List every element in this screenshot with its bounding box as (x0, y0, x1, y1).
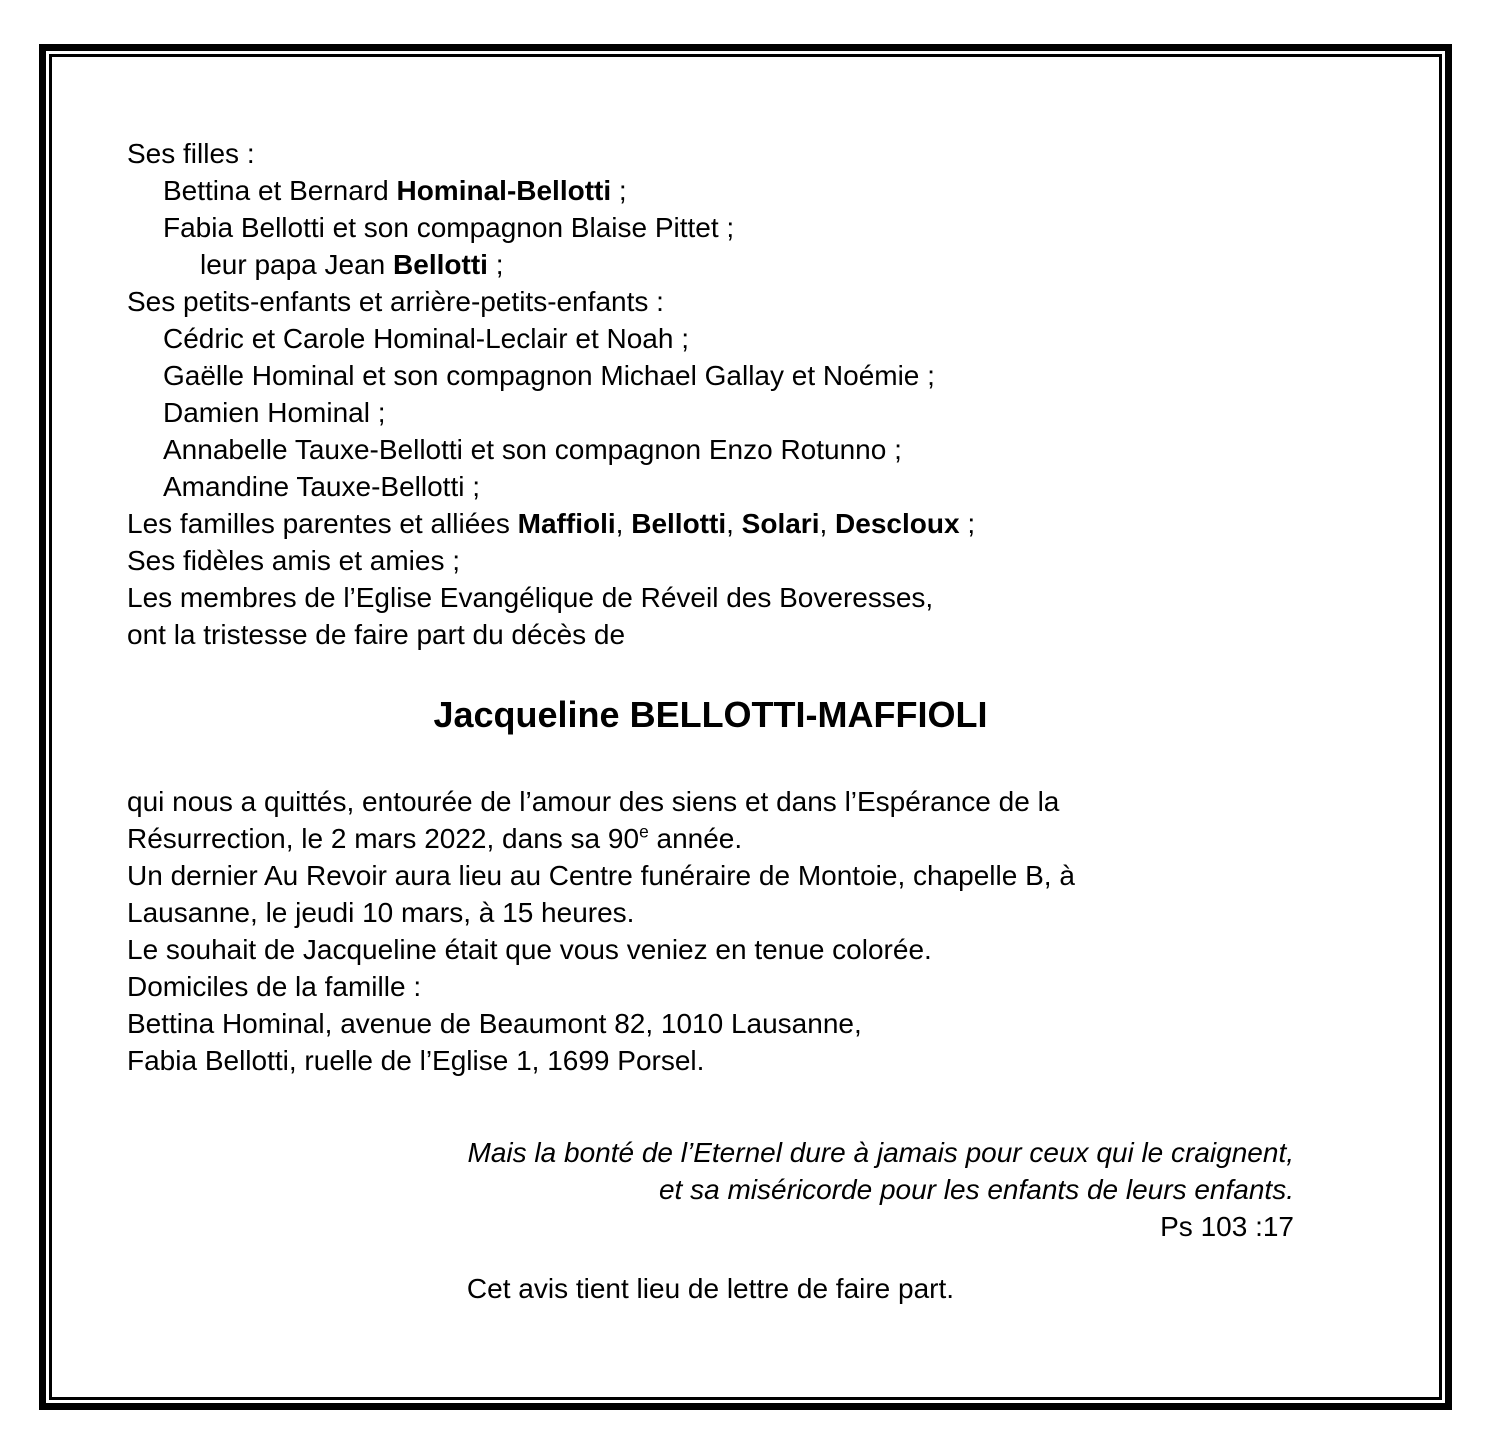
quote-line (127, 1134, 1294, 1171)
text-segment: Descloux (835, 508, 960, 539)
family-line (127, 209, 1294, 246)
text-segment: Amandine Tauxe-Bellotti ; (163, 471, 480, 502)
text-segment: année. (648, 823, 743, 854)
family-line (127, 505, 1294, 542)
deceased-name: Jacqueline BELLOTTI-MAFFIOLI (433, 694, 988, 735)
details-line (127, 857, 1294, 894)
text-segment: Fabia Bellotti et son compagnon Blaise Pittet ; (163, 212, 735, 243)
text-segment: ont la tristesse de faire part du décès de (127, 619, 626, 650)
text-segment: Ses filles : (127, 138, 255, 169)
family-line (127, 320, 1294, 357)
details-line (127, 820, 1294, 857)
family-line (127, 616, 1294, 653)
text-segment: ; (611, 175, 627, 206)
text-segment: Bettina et Bernard (163, 175, 397, 206)
text-segment: Mais la bonté de l’Eternel dure à jamais pour ceux qui le craignent, (467, 1137, 1294, 1168)
family-line (127, 394, 1294, 431)
text-segment: , (615, 508, 632, 539)
announcement-content (127, 135, 1294, 1307)
text-segment: Bellotti (393, 249, 488, 280)
text-segment: Un dernier Au Revoir aura lieu au Centre funéraire de Montoie, chapelle B, à (127, 860, 1075, 891)
text-segment: , (819, 508, 836, 539)
text-segment: Bellotti (631, 508, 727, 539)
text-segment: Bettina Hominal, avenue de Beaumont 82, 1010 Lausanne, (127, 1008, 862, 1039)
funeral-details (127, 783, 1294, 1079)
text-segment: Gaëlle Hominal et son compagnon Michael Gallay et Noémie ; (163, 360, 935, 391)
text-segment: ; (959, 508, 976, 539)
family-line (127, 135, 1294, 172)
text-segment: , (726, 508, 742, 539)
document-frame-outer (39, 44, 1452, 1410)
closing-line: Cet avis tient lieu de lettre de faire part. (466, 1273, 955, 1304)
text-segment: Les familles parentes et alliées (127, 508, 518, 539)
family-line (127, 246, 1294, 283)
text-segment: Ses petits-enfants et arrière-petits-enfants : (127, 286, 664, 317)
text-segment: Cédric et Carole Hominal-Leclair et Noah ; (163, 323, 689, 354)
scripture-quote (127, 1134, 1294, 1245)
details-line (127, 1042, 1294, 1079)
details-line (127, 931, 1294, 968)
text-segment: Annabelle Tauxe-Bellotti et son compagnon Enzo Rotunno ; (163, 434, 902, 465)
quote-line (127, 1171, 1294, 1208)
text-segment: et sa miséricorde pour les enfants de leurs enfants. (658, 1174, 1294, 1205)
text-segment: Maffioli (517, 508, 616, 539)
document-frame-inner (49, 54, 1442, 1400)
family-line (127, 172, 1294, 209)
text-segment: Domiciles de la famille : (127, 971, 422, 1002)
family-list (127, 135, 1294, 653)
family-line (127, 542, 1294, 579)
text-segment: Hominal-Bellotti (396, 175, 612, 206)
text-segment: leur papa Jean (200, 249, 394, 280)
quote-reference: Ps 103 :17 (1160, 1211, 1294, 1242)
text-segment: Solari (741, 508, 820, 539)
text-segment: Le souhait de Jacqueline était que vous veniez en tenue colorée. (127, 934, 932, 965)
text-segment: ; (487, 249, 504, 280)
family-line (127, 468, 1294, 505)
family-line (127, 431, 1294, 468)
family-line (127, 579, 1294, 616)
family-line (127, 283, 1294, 320)
details-line (127, 783, 1294, 820)
details-line (127, 894, 1294, 931)
text-segment: Damien Hominal ; (163, 397, 386, 428)
text-segment: Fabia Bellotti, ruelle de l’Eglise 1, 1699 Porsel. (127, 1045, 705, 1076)
text-segment: qui nous a quittés, entourée de l’amour des siens et dans l’Espérance de la (127, 786, 1060, 817)
text-segment: Ses fidèles amis et amies ; (127, 545, 461, 576)
details-line (127, 968, 1294, 1005)
text-segment: e (639, 821, 649, 842)
family-line (127, 357, 1294, 394)
text-segment: Lausanne, le jeudi 10 mars, à 15 heures. (127, 897, 635, 928)
details-line (127, 1005, 1294, 1042)
text-segment: Résurrection, le 2 mars 2022, dans sa 90 (127, 823, 640, 854)
text-segment: Les membres de l’Eglise Evangélique de Réveil des Boveresses, (127, 582, 934, 613)
quote-lines (127, 1134, 1294, 1208)
